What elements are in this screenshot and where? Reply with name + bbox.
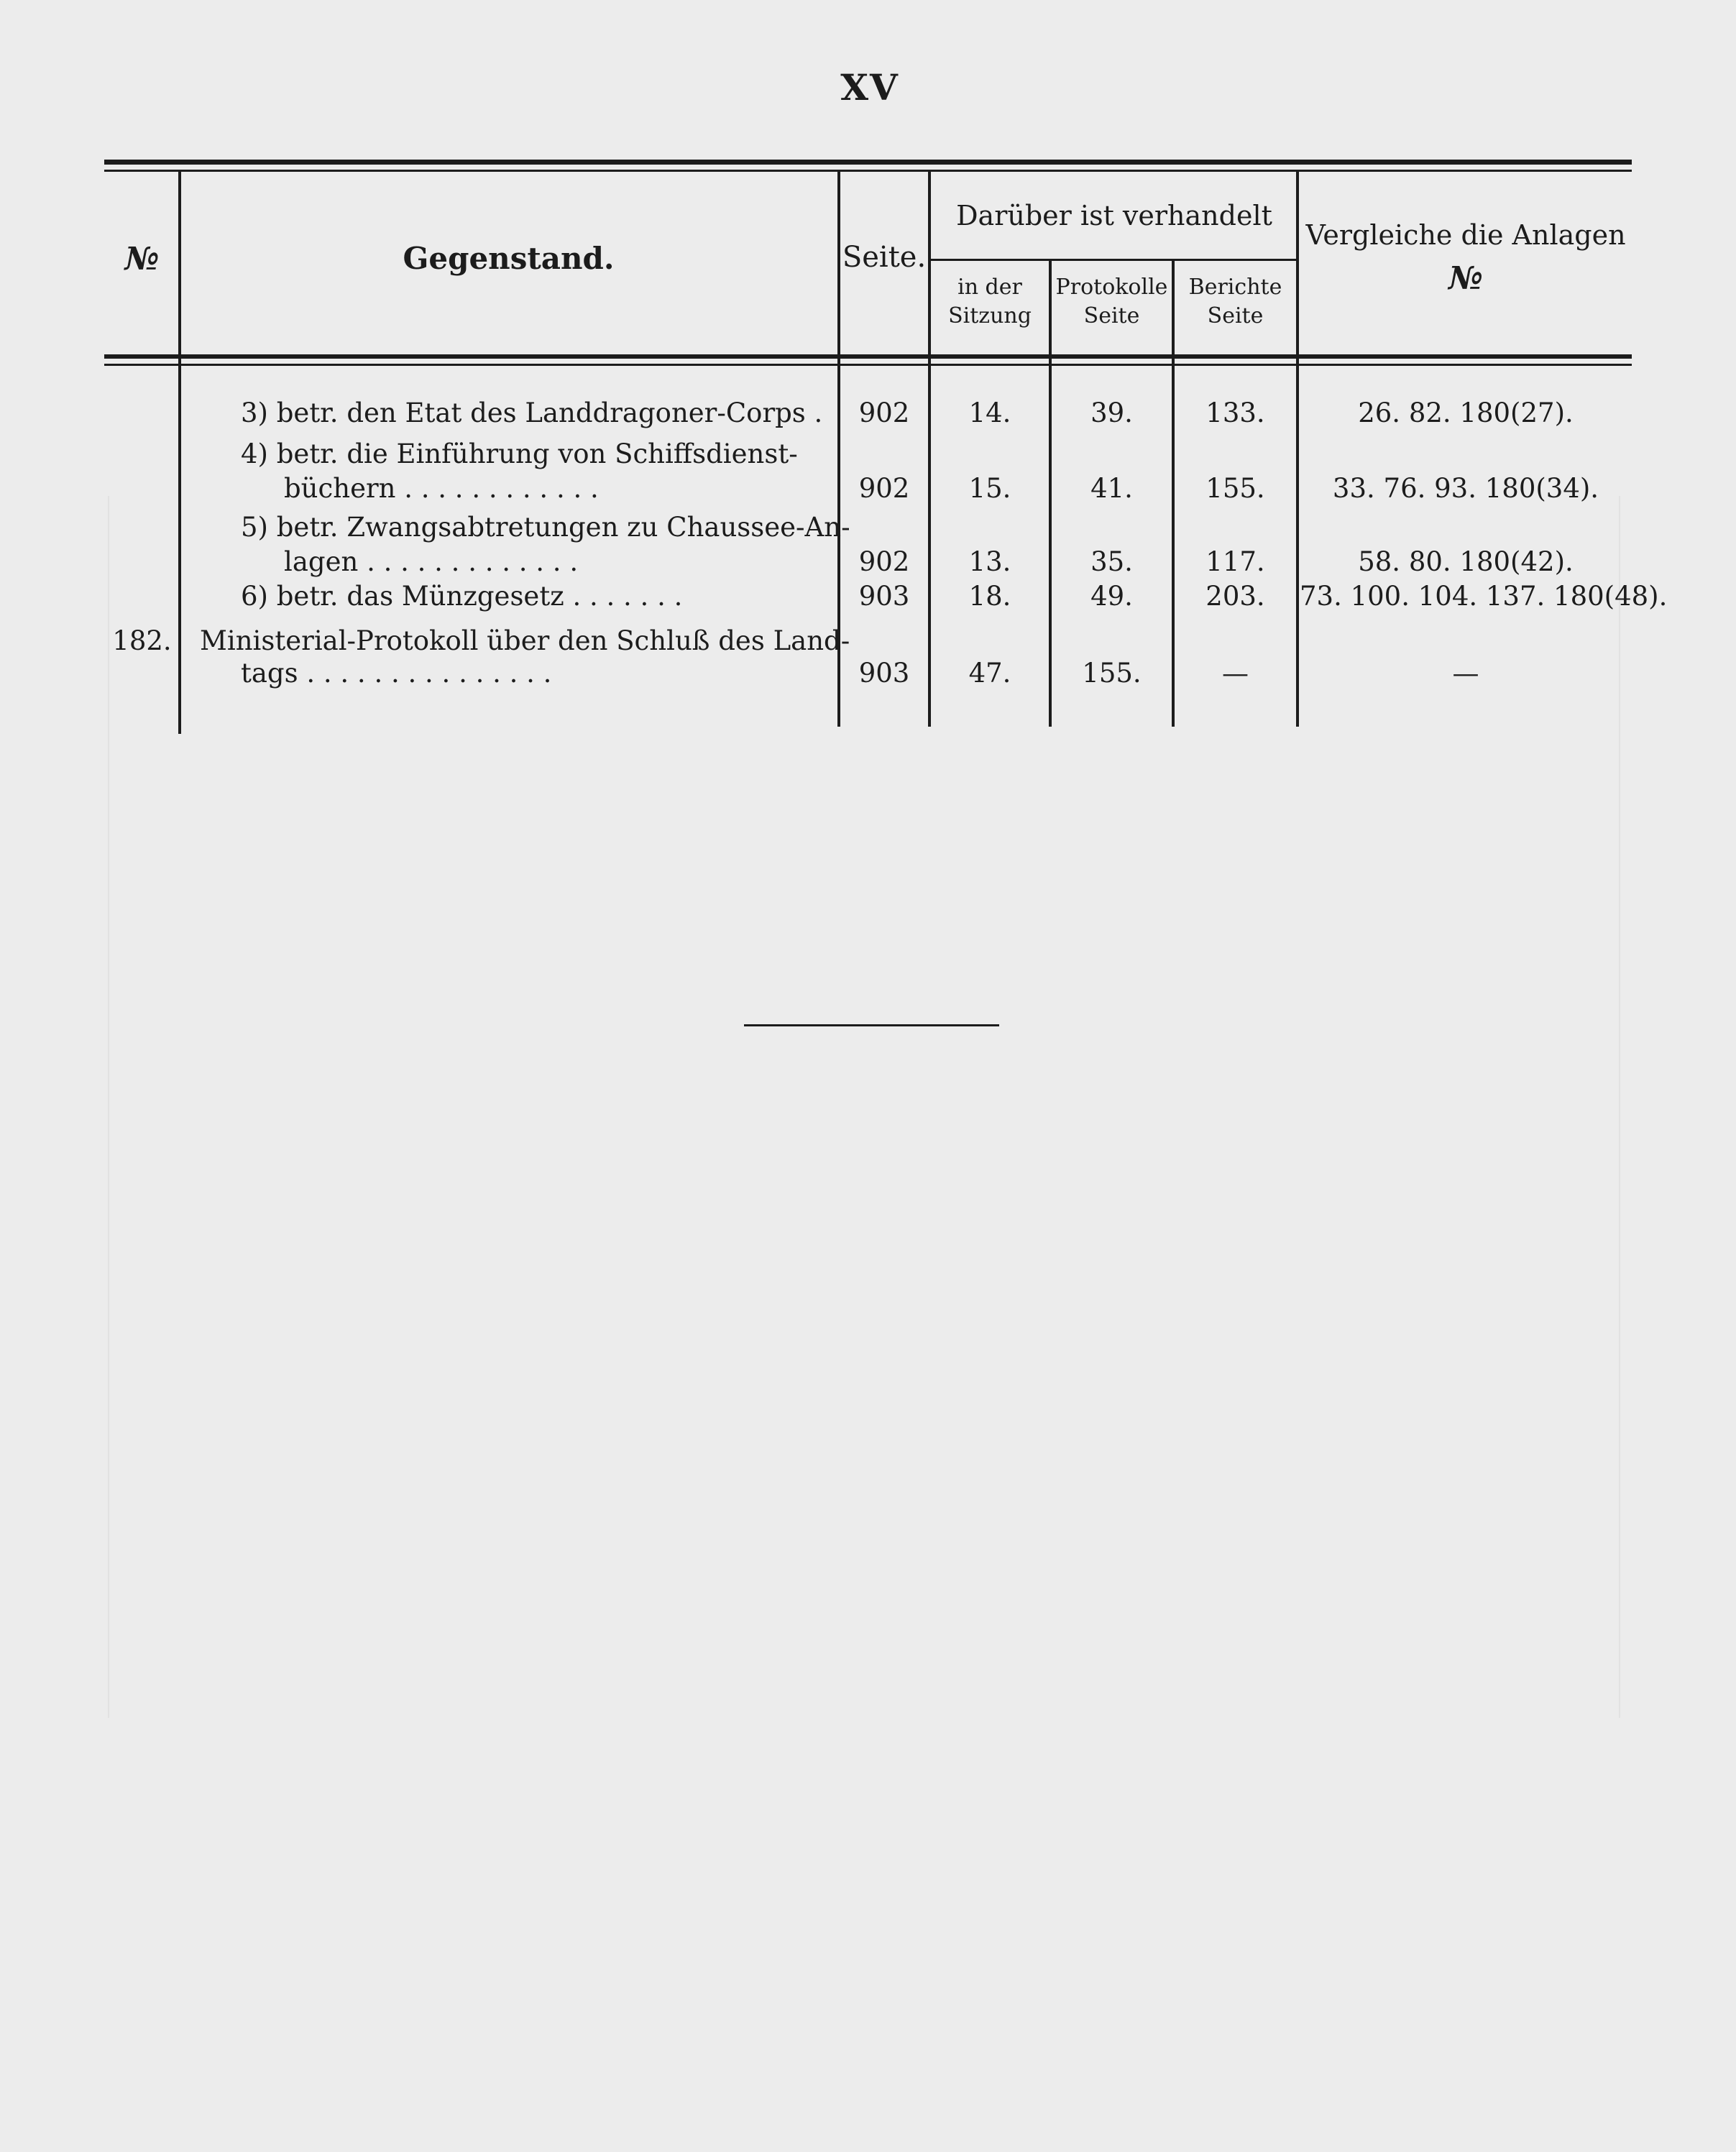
header-no: № xyxy=(124,241,160,277)
row-compare: 33. 76. 93. 180(34). xyxy=(1332,473,1599,504)
row-protocol: 41. xyxy=(1090,473,1133,504)
row-number: 182. xyxy=(112,625,172,656)
row-report: 203. xyxy=(1205,581,1265,612)
row-compare: 58. 80. 180(42). xyxy=(1358,546,1574,577)
header-session-line2: Sitzung xyxy=(948,303,1032,328)
col-rule-report xyxy=(1296,170,1299,727)
row-report: 133. xyxy=(1205,397,1265,428)
row-subject: 4) betr. die Einführung von Schiffsdienst- xyxy=(241,438,798,469)
row-subject: Ministerial-Protokoll über den Schluß des Land- xyxy=(200,625,850,656)
row-protocol: 155. xyxy=(1082,658,1142,689)
header-reports-line1: Berichte xyxy=(1188,275,1282,300)
row-protocol: 39. xyxy=(1090,397,1133,428)
row-subject: 3) betr. den Etat des Landdragoner-Corps . xyxy=(241,397,823,428)
header-discussed: Darüber ist verhandelt xyxy=(956,200,1272,231)
header-subject: Gegenstand. xyxy=(403,241,615,276)
row-session: 15. xyxy=(968,473,1011,504)
row-page: 902 xyxy=(858,546,910,577)
row-subject-continued: büchern . . . . . . . . . . . . xyxy=(284,473,599,504)
row-session: 14. xyxy=(968,397,1011,428)
top-rule-thick xyxy=(104,160,1632,165)
row-report: — xyxy=(1222,658,1249,689)
header-protocols-line1: Protokolle xyxy=(1055,275,1168,300)
row-protocol: 35. xyxy=(1090,546,1133,577)
row-page: 903 xyxy=(858,658,910,689)
row-compare: — xyxy=(1452,658,1479,689)
row-subject: 5) betr. Zwangsabtretungen zu Chaussee-An- xyxy=(241,512,850,543)
row-protocol: 49. xyxy=(1090,581,1133,612)
top-rule-thin xyxy=(104,170,1632,172)
header-protocols-line2: Seite xyxy=(1083,303,1140,328)
row-session: 47. xyxy=(968,658,1011,689)
header-compare-line1: Vergleiche die Anlagen xyxy=(1305,219,1626,251)
row-subject: 6) betr. das Münzgesetz . . . . . . . xyxy=(241,581,683,612)
header-compare-line2: № xyxy=(1448,260,1483,297)
header-session-line1: in der xyxy=(957,275,1022,300)
row-compare: 73. 100. 104. 137. 180(48). xyxy=(1300,581,1668,612)
row-page: 902 xyxy=(858,473,910,504)
row-page: 902 xyxy=(858,397,910,428)
row-compare: 26. 82. 180(27). xyxy=(1358,397,1574,428)
row-subject-continued: lagen . . . . . . . . . . . . . xyxy=(284,546,579,577)
row-session: 18. xyxy=(968,581,1011,612)
row-session: 13. xyxy=(968,546,1011,577)
header-rule-thin xyxy=(104,364,1632,366)
header-reports-line2: Seite xyxy=(1207,303,1264,328)
group-rule xyxy=(931,259,1298,261)
row-page: 903 xyxy=(858,581,910,612)
page-number: XV xyxy=(840,66,899,109)
header-rule-thick xyxy=(104,354,1632,359)
header-page: Seite. xyxy=(842,241,927,274)
row-report: 117. xyxy=(1205,546,1265,577)
row-subject-continued: tags . . . . . . . . . . . . . . . xyxy=(241,658,552,689)
closing-rule xyxy=(744,1024,999,1026)
row-report: 155. xyxy=(1205,473,1265,504)
